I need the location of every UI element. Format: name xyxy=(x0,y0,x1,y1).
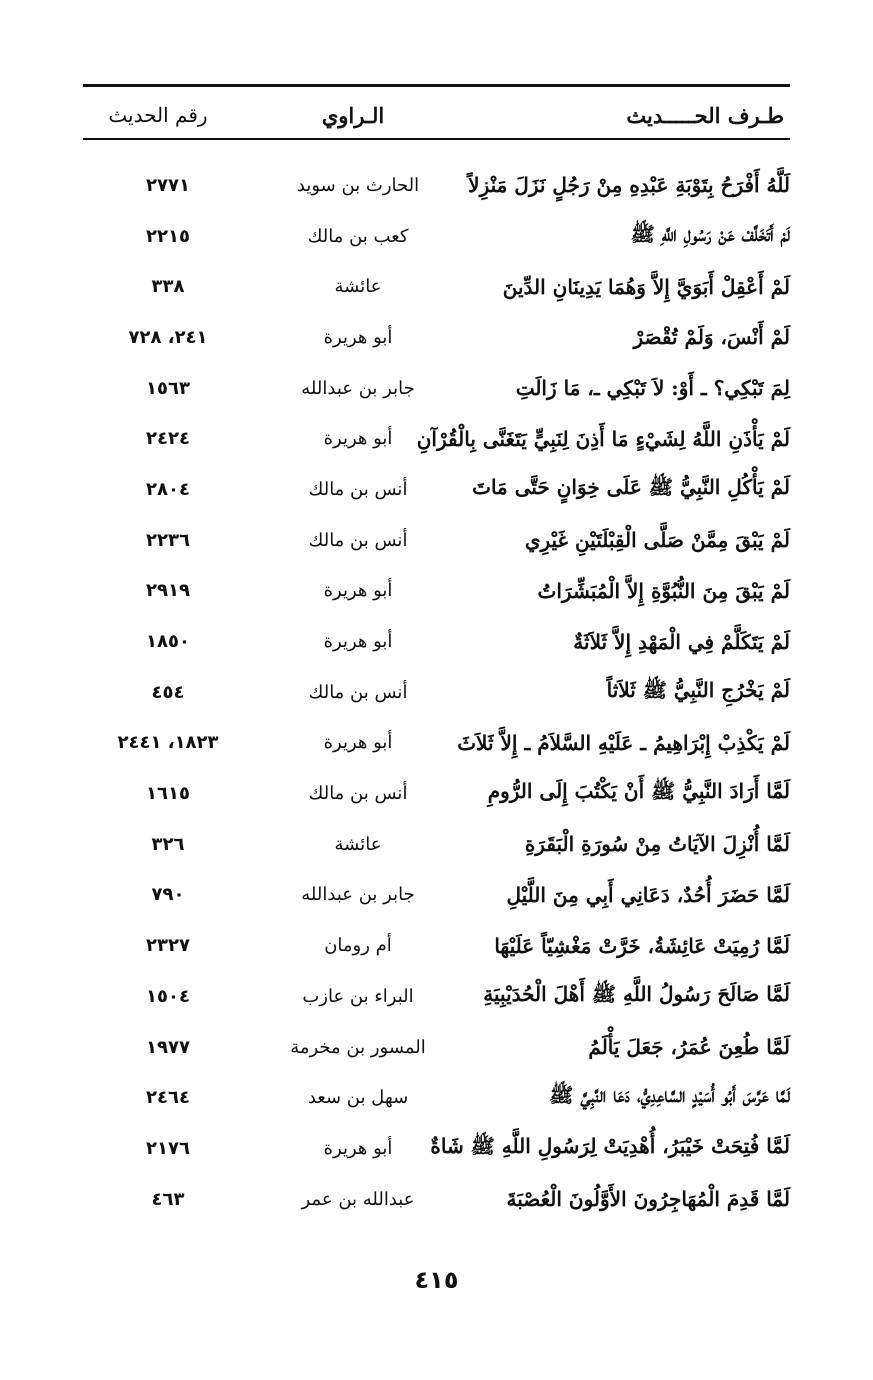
hadith-number: ٣٣٨ xyxy=(151,276,185,298)
narrator-name: كعب بن مالك xyxy=(307,225,409,247)
hadith-text: لَمَّا رُمِيَتْ عَائِشَةُ، خَرَّتْ مَغْشِيّاً عَلَيْهَا xyxy=(494,933,790,958)
hadith-text: لَمْ أَنْسَ، وَلَمْ تُقْصَرْ xyxy=(633,325,790,350)
hadith-text: لَلَّهُ أَفْرَحُ بِتَوْبَةِ عَبْدِهِ مِنْ رَجُلٍ نَزَلَ مَنْزِلاً xyxy=(468,173,790,198)
hadith-number: ٤٦٣ xyxy=(151,1188,185,1210)
table-row xyxy=(83,312,790,363)
narrator-name: أبو هريرة xyxy=(323,732,393,754)
hadith-number: ٢٤٦٤ xyxy=(146,1087,190,1109)
table-row xyxy=(83,160,790,211)
hadith-text: لَمَّا حَضَرَ أُحُدٌ، دَعَانِي أَبِي مِنَ اللَّيْلِ xyxy=(506,882,790,907)
narrator-name: عائشة xyxy=(334,276,382,298)
header-narrator: الـراوي xyxy=(321,102,385,128)
hadith-number: ٧٩٠ xyxy=(151,884,185,906)
hadith-text: لَمْ يَأْذَنِ اللَّهُ لِشَيْءٍ مَا أَذِنَ لِنَبِيٍّ يَتَغَنَّى بِالْقُرْآنِ xyxy=(416,426,790,451)
narrator-name: أبو هريرة xyxy=(323,631,393,653)
hadith-number: ١٨٥٠ xyxy=(146,631,190,653)
table-row xyxy=(83,870,790,921)
table-row xyxy=(83,566,790,617)
narrator-name: جابر بن عبدالله xyxy=(301,884,415,906)
hadith-number: ٤٥٤ xyxy=(151,681,185,703)
narrator-name: سهل بن سعد xyxy=(307,1087,409,1109)
narrator-name: البراء بن عازب xyxy=(302,985,414,1007)
header-hadith: طـرف الحـــــديث xyxy=(626,102,784,128)
hadith-text: لَمْ أَعْقِلْ أَبَوَيَّ إِلاَّ وَهُمَا يَدِينَانِ الدِّينَ xyxy=(502,274,790,299)
hadith-number: ١٥٦٣ xyxy=(146,377,190,399)
hadith-number: ٢٤٢٤ xyxy=(146,428,190,450)
hadith-number: ٢٤١، ٧٢٨ xyxy=(128,326,208,348)
hadith-number: ١٥٠٤ xyxy=(146,985,190,1007)
table-row xyxy=(83,1072,790,1123)
narrator-name: أنس بن مالك xyxy=(308,529,408,551)
hadith-number: ٢٧٧١ xyxy=(146,174,190,196)
table-row xyxy=(83,971,790,1022)
hadith-text: لَمْ أَتَخَلَّفْ عَنْ رَسُولِ اللَّهِ ﷺ xyxy=(630,221,790,246)
hadith-text: لَمْ يَكْذِبْ إِبْرَاهِيمُ ـ عَلَيْهِ السَّلاَمُ ـ إِلاَّ ثَلاَثَ xyxy=(457,730,790,755)
table-row xyxy=(83,464,790,515)
narrator-name: عائشة xyxy=(334,833,382,855)
hadith-text: لَمَّا صَالَحَ رَسُولُ اللَّهِ ﷺ أَهْلَ الْحُدَيْبِيَةِ xyxy=(483,981,790,1006)
narrator-name: أنس بن مالك xyxy=(308,783,408,805)
hadith-number: ٢٣٢٧ xyxy=(146,935,190,957)
hadith-text: لَمْ يَبْقَ مِنَ النُّبُوَّةِ إِلاَّ الْمُبَشِّرَاتُ xyxy=(537,578,790,603)
hadith-number: ٢٢٣٦ xyxy=(146,529,190,551)
table-row xyxy=(83,1123,790,1174)
hadith-text: لَمْ يَبْقَ مِمَّنْ صَلَّى الْقِبْلَتَيْنِ غَيْرِي xyxy=(524,528,790,553)
table-row xyxy=(83,261,790,312)
hadith-text: لَمْ يَأْكُلِ النَّبِيُّ ﷺ عَلَى خِوَانٍ حَتَّى مَاتَ xyxy=(472,474,790,499)
table-row xyxy=(83,1022,790,1073)
narrator-name: أنس بن مالك xyxy=(308,681,408,703)
narrator-name: أم رومان xyxy=(324,935,392,957)
narrator-name: أبو هريرة xyxy=(323,580,393,602)
hadith-text: لَمَّا قَدِمَ الْمُهَاجِرُونَ الأَوَّلُونَ الْعُصْبَةَ xyxy=(506,1187,790,1212)
table-row xyxy=(83,667,790,718)
hadith-number: ٢٩١٩ xyxy=(146,580,190,602)
narrator-name: أبو هريرة xyxy=(323,326,393,348)
table-row xyxy=(83,819,790,870)
hadith-number: ١٨٢٣، ٢٤٤١ xyxy=(117,732,219,754)
hadith-index-table xyxy=(83,160,790,1224)
narrator-name: عبدالله بن عمر xyxy=(301,1188,415,1210)
narrator-name: جابر بن عبدالله xyxy=(301,377,415,399)
hadith-text: لَمَّا أَرَادَ النَّبِيُّ ﷺ أَنْ يَكْتُبَ إِلَى الرُّومِ xyxy=(487,779,790,804)
hadith-number: ٢٢١٥ xyxy=(146,225,190,247)
hadith-number: ١٦١٥ xyxy=(146,783,190,805)
narrator-name: أبو هريرة xyxy=(323,428,393,450)
page-number: ٤١٥ xyxy=(414,1266,459,1294)
narrator-name: المسور بن مخرمة xyxy=(290,1036,426,1058)
table-row xyxy=(83,211,790,262)
table-row xyxy=(83,616,790,667)
table-row xyxy=(83,718,790,769)
table-row xyxy=(83,515,790,566)
table-header xyxy=(83,96,790,134)
table-row xyxy=(83,920,790,971)
top-rule xyxy=(83,84,790,87)
hadith-text: لَمَّا عَرَّسَ أَبُو أُسَيْدٍ السَّاعِدِيُّ، دَعَا النَّبِيَّ ﷺ xyxy=(549,1083,790,1108)
table-row xyxy=(83,363,790,414)
hadith-text: لَمَّا أُنْزِلَ الآيَاتُ مِنْ سُورَةِ الْبَقَرَةِ xyxy=(524,832,790,857)
narrator-name: الحارث بن سويد xyxy=(296,174,420,196)
hadith-text: لَمْ يَخْرُجِ النَّبِيُّ ﷺ ثَلاَثاً xyxy=(606,677,790,702)
hadith-text: لِمَ تَبْكِي؟ ـ أَوْ: لاَ تَبْكِي ـ، مَا زَالَتِ xyxy=(515,376,790,401)
narrator-name: أبو هريرة xyxy=(323,1137,393,1159)
header-rule xyxy=(83,138,790,140)
hadith-text: لَمْ يَتَكَلَّمْ فِي الْمَهْدِ إِلاَّ ثَلاَثَةٌ xyxy=(573,629,790,654)
table-row xyxy=(83,413,790,464)
hadith-text: لَمَّا فُتِحَتْ خَيْبَرُ، أُهْدِيَتْ لِرَسُولِ اللَّهِ ﷺ شَاةٌ xyxy=(430,1133,790,1158)
hadith-number: ٢١٧٦ xyxy=(146,1137,190,1159)
hadith-text: لَمَّا طُعِنَ عُمَرُ، جَعَلَ يَأْلَمُ xyxy=(588,1035,790,1060)
hadith-number: ٢٨٠٤ xyxy=(146,478,190,500)
hadith-number: ١٩٧٧ xyxy=(146,1036,190,1058)
header-number: رقم الحديث xyxy=(108,103,208,127)
narrator-name: أنس بن مالك xyxy=(308,478,408,500)
hadith-number: ٣٢٦ xyxy=(151,833,185,855)
table-row xyxy=(83,1174,790,1225)
table-row xyxy=(83,768,790,819)
